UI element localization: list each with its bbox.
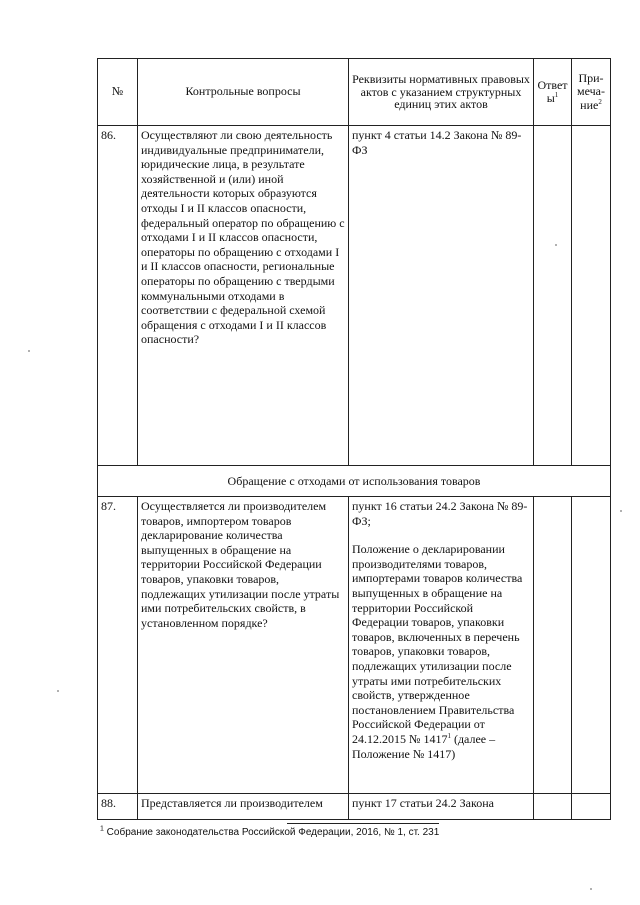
reference-law-clause: пункт 16 статьи 24.2 Закона № 89-ФЗ; [352, 499, 528, 528]
row-question: Представляется ли производителем [138, 794, 349, 820]
row-answer-cell [534, 497, 572, 794]
table-row [98, 126, 611, 466]
table-row [98, 497, 611, 794]
footnote-marker: 1 [447, 731, 451, 740]
row-number: 87. [98, 497, 138, 794]
control-questions-table [97, 58, 611, 820]
row-question: Осуществляют ли свою деятельность индивидуальные предприниматели, юридические лица, в результате хозяйственной и (или) иной деятельности которых образуются отходы I и II классов опасности, федеральный оператор по обращению с отходами I и II классов опасности, операторы по обращению с отходами I и II классов опасности, региональные операторы по обращению с твердыми коммунальными отходами в соответствии с федеральной схемой обращения с отходами I и II классов опасности? [138, 126, 349, 466]
row-note-cell [572, 794, 611, 820]
row-reference: пункт 17 статьи 24.2 Закона [349, 794, 534, 820]
footnote-text: Собрание законодательства Российской Федерации, 2016, № 1, ст. 231 [103, 827, 440, 838]
header-questions: Контрольные вопросы [138, 59, 349, 126]
header-number: № [98, 59, 138, 126]
scan-speck [590, 888, 592, 890]
scan-speck [620, 510, 622, 512]
row-reference [349, 497, 534, 794]
scan-speck [555, 244, 557, 246]
scan-speck [28, 350, 30, 352]
section-heading-row [98, 466, 611, 497]
footnote-divider [287, 823, 439, 824]
reference-regulation: Положение о декларировании производителями товаров, импортерами товаров количества выпущенных в обращение на территории Российской Федерации товаров, упаковки товаров, включенных в перечень товаров, упаковки товаров, подлежащих утилизации после утраты ими потребительских свойств, утвержденное постановлением Правительства Российской Федерации от 24.12.2015 № 1417$^1$ (далее – Положение № 1417) [352, 542, 523, 761]
row-number: 86. [98, 126, 138, 466]
table-header-row [98, 59, 611, 126]
header-reference: Реквизиты нормативных правовых актов с указанием структурных единиц этих актов [349, 59, 534, 126]
row-note-cell [572, 497, 611, 794]
footnote [100, 827, 439, 838]
section-heading: Обращение с отходами от использования товаров [98, 466, 611, 497]
row-reference: пункт 4 статьи 14.2 Закона № 89-ФЗ [349, 126, 534, 466]
row-question: Осуществляется ли производителем товаров, импортером товаров декларирование количества выпущенных в обращение на территории Российской Федерации товаров, упаковки товаров, подлежащих утилизации после утраты ими потребительских свойств, в установленном порядке? [138, 497, 349, 794]
row-number: 88. [98, 794, 138, 820]
header-note: При- меча- ние$^2$ [572, 59, 611, 126]
header-answer: Ответ $ы^1$ [534, 59, 572, 126]
row-answer-cell [534, 794, 572, 820]
table-row [98, 794, 611, 820]
scan-speck [57, 690, 59, 692]
row-answer-cell [534, 126, 572, 466]
row-note-cell [572, 126, 611, 466]
footnote-mark: 1 [100, 825, 104, 833]
